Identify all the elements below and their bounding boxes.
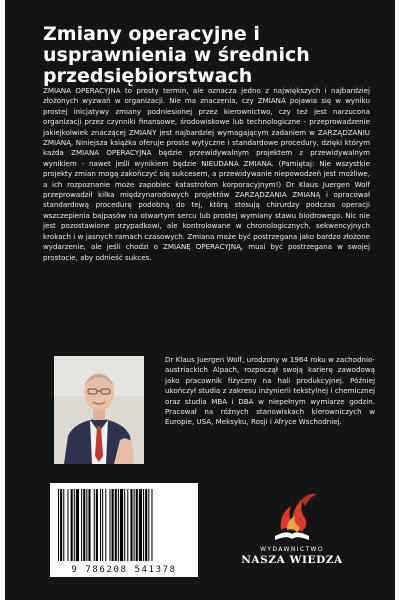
book-flame-logo-icon: [257, 486, 327, 544]
barcode-bar: [58, 489, 59, 561]
book-description: [43, 86, 370, 263]
publisher-name: NASZA WIEDZA: [241, 554, 343, 566]
barcode-bar: [151, 489, 152, 561]
barcode-bar: [67, 489, 68, 561]
barcode-bar: [134, 489, 135, 561]
author-portrait-icon: [54, 356, 144, 464]
barcode-bars: [50, 483, 198, 565]
publisher-label: WYDAWNICTWO: [260, 546, 324, 553]
barcode-bar: [118, 489, 119, 561]
description-text: ZMIANA OPERACYJNA to prosty termin, ale oznacza jedno z największych i najbardziej złożonych wyzwań w organizacji. Nie ma znaczenia, czy ZMIANA pojawia się w wyniku prostej inicjatywy zmiany podniesionej przez kierownictwo, czy też jest narzucona organizacji przez czynniki finansowe, środowiskowe lub technologiczne - przeprowadzenie jakiejkolwiek znaczącej ZMIANY jest najbardziej wymagającym zadaniem w ZARZĄDZANIU ZMIANĄ. Niniejsza książka oferuje proste wytyczne i standardowe procedury, dzięki którym każda ZMIANA OPERACYJNA będzie przewidywalnym projektem z przewidywalnym wynikiem - nawet jeśli wynikiem będzie NIEUDANA ZMIANA. (Pamiętaj: Nie wszystkie projekty zmian mogą zakończyć się sukcesem, a przewidywanie niepowodzeń jest możliwe, a ich rozpoznanie może zapobiec katastrofom korporacyjnym!) Dr Klaus Juergen Wolf przeprowadził kilka międzynarodowych projektów ZARZĄDZANIA ZMIANĄ i opracował standardową procedurę podobną do tej, którą stosują chirurdzy podczas operacji wszczepienia bajpasów na otwartym sercu lub prostej wymiany stawu biodrowego. Nic nie jest pozostawione przypadkowi, ale kontrolowane w chronologicznych, sekwencyjnych krokach i w jasnych ramach czasowych. Zmiana może być postrzegana jako bardzo złożone wydarzenie, ale jeśli chodzi o ZMIANĘ OPERACYJNĄ, musi być postrzegana w swojej prostocie, aby odnieść sukces.: [43, 86, 370, 262]
publisher-block: [237, 486, 347, 578]
back-cover: [5, 0, 395, 600]
author-photo: [54, 356, 144, 464]
barcode-bar: [74, 489, 75, 561]
barcode-bar: [120, 489, 123, 561]
author-bio-text: Dr Klaus Juergen Wolf, urodzony w 1964 roku w zachodnio-austriackich Alpach, rozpoczął swoją karierę zawodową jako pracownik fizyczny na hali produkcyjnej. Później ukończył studia z zakresu inżynierii tekstylnej i chemicznej oraz studia MBA i DBA w niepełnym wymiarze godzin. Pracował na różnych stanowiskach kierowniczych w Europie, USA, Meksyku, Rosji i Afryce Wschodniej.: [165, 355, 375, 427]
barcode-bar: [109, 489, 110, 561]
barcode-bar: [127, 489, 128, 561]
title-line-1: Zmiany operacyjne i: [43, 23, 260, 45]
barcode-bar: [88, 489, 90, 561]
book-title: [43, 24, 373, 87]
barcode-bar: [105, 489, 106, 561]
barcode-bar: [124, 489, 125, 561]
barcode-bar: [145, 489, 147, 561]
barcode-bar: [60, 489, 62, 561]
barcode-bar: [86, 489, 87, 561]
barcode-bar: [130, 489, 132, 561]
barcode-bar: [94, 489, 95, 561]
barcode-bar: [112, 489, 114, 561]
barcode-bar: [136, 489, 138, 561]
barcode-bar: [143, 489, 144, 561]
barcode-bar: [148, 489, 149, 561]
barcode-bar: [96, 489, 98, 561]
barcode-bar: [81, 489, 82, 561]
author-bio: [165, 355, 375, 428]
barcode-bar: [102, 489, 103, 561]
isbn-number: 9 786208 541378: [71, 565, 177, 575]
barcode-bar: [100, 489, 101, 561]
barcode-bar: [76, 489, 79, 561]
barcode-bar: [139, 489, 142, 561]
barcode-bar: [115, 489, 117, 561]
title-line-2: usprawnienia w średnich: [43, 44, 310, 66]
isbn-barcode: [50, 483, 198, 577]
barcode-bar: [83, 489, 85, 561]
title-line-3: przedsiębiorstwach: [43, 65, 253, 87]
barcode-bar: [71, 489, 73, 561]
barcode-bar: [63, 489, 64, 561]
